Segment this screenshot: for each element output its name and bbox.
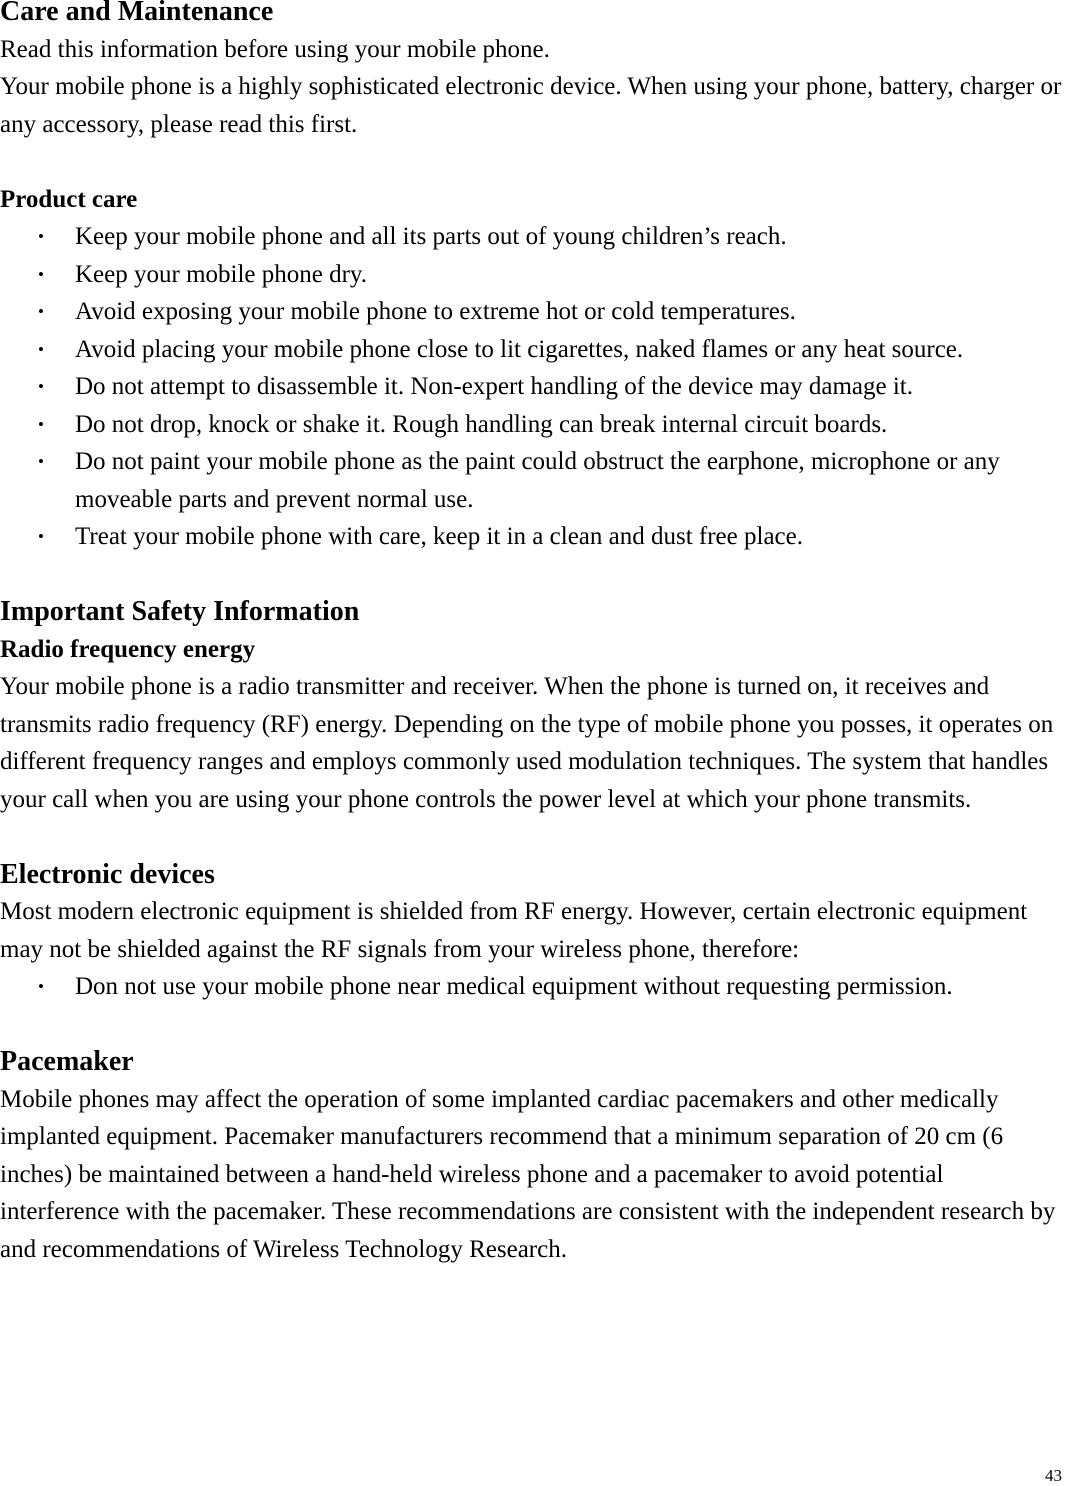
bullet-icon: • (38, 452, 44, 471)
bullet-icon: • (38, 977, 44, 996)
list-item (0, 293, 1068, 331)
spacer (0, 556, 1068, 594)
list-item-text: Avoid placing your mobile phone close to lit cigarettes, naked flames or any heat source. (75, 335, 964, 363)
list-item (0, 518, 1068, 556)
section-title-product-care: Product care (0, 185, 138, 213)
list-item-text: Don not use your mobile phone near medical equipment without requesting permission. (75, 973, 953, 1000)
list-item (0, 406, 1068, 444)
spacer (0, 818, 1068, 856)
bullet-icon: • (38, 414, 44, 434)
list-item-text: Keep your mobile phone and all its parts out of young children’s reach. (75, 223, 787, 250)
list-item (0, 331, 1068, 369)
bullet-icon: • (38, 302, 44, 321)
list-item (0, 368, 1068, 406)
page-number: 43 (1045, 1466, 1062, 1485)
spacer (0, 1006, 1068, 1044)
electronic-paragraph: Most modern electronic equipment is shielded from RF energy. However, certain electronic equipment may not be shielded against the RF signals from your wireless phone, therefore: (0, 898, 1028, 963)
bullet-icon: • (38, 339, 44, 359)
section-title-care: Care and Maintenance (0, 0, 274, 27)
bullet-icon: • (38, 377, 44, 396)
list-item-text: Do not drop, knock or shake it. Rough handling can break internal circuit boards. (75, 410, 888, 438)
list-item (0, 968, 1068, 1006)
list-item-text: Do not paint your mobile phone as the paint could obstruct the earphone, microphone or any moveable parts and prevent normal use. (75, 448, 1000, 513)
subsection-title-rf: Radio frequency energy (0, 635, 256, 663)
list-item-text: Treat your mobile phone with care, keep it in a clean and dust free place. (75, 523, 803, 550)
pacemaker-paragraph: Mobile phones may affect the operation of some implanted cardiac pacemakers and other medically implanted equipment. Pacemaker manufacturers recommend that a minimum separation of 20 cm (6 inches) be maintained between a hand-held wireless phone and a pacemaker to avoid potential interference with the pacemaker. These recommendations are consistent with the independent research by and recommendations of Wireless Technology Research. (0, 1085, 1056, 1263)
list-item (0, 256, 1068, 294)
list-item (0, 218, 1068, 256)
rf-paragraph: Your mobile phone is a radio transmitter and receiver. When the phone is turned on, it receives and transmits radio frequency (RF) energy. Depending on the type of mobile phone you posses, it operates on different frequency ranges and employs commonly used modulation techniques. The system that handles your call when you are using your phone controls the power level at which your phone transmits. (0, 673, 1054, 813)
product-care-list (0, 218, 1068, 556)
section-title-pacemaker: Pacemaker (0, 1046, 134, 1077)
list-item (0, 443, 1068, 518)
list-item-text: Avoid exposing your mobile phone to extreme hot or cold temperatures. (75, 298, 796, 325)
bullet-icon: • (38, 227, 44, 246)
section-title-safety: Important Safety Information (0, 596, 360, 627)
bullet-icon: • (38, 527, 44, 546)
bullet-icon: • (38, 264, 44, 284)
list-item-text: Keep your mobile phone dry. (75, 260, 368, 288)
spacer (0, 143, 1068, 181)
care-intro-2: Your mobile phone is a highly sophisticated electronic device. When using your phone, battery, charger or any accessory, please read this first. (0, 73, 1062, 138)
care-intro-1: Read this information before using your mobile phone. (0, 35, 550, 63)
electronic-list (0, 968, 1068, 1006)
list-item-text: Do not attempt to disassemble it. Non-expert handling of the device may damage it. (75, 373, 913, 400)
section-title-electronic: Electronic devices (0, 858, 215, 890)
